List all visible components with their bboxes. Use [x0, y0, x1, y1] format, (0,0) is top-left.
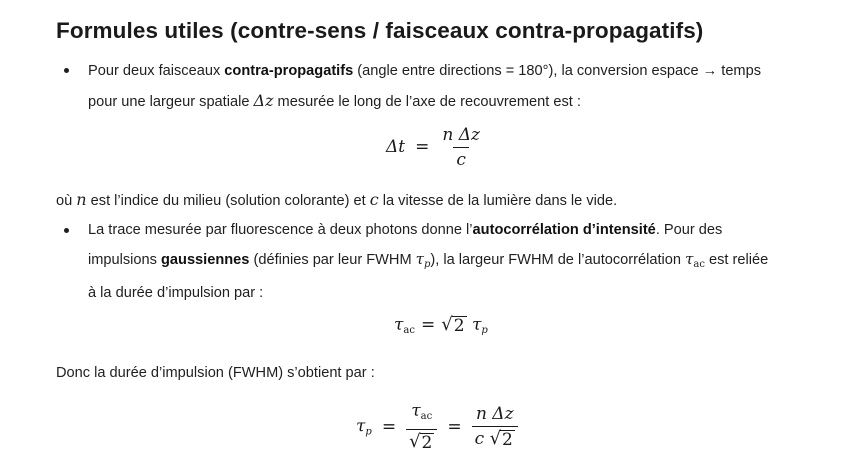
bullet-1-line2-post: mesurée le long de l’axe de recouvrement est : — [273, 94, 581, 110]
bullet-2-line2-bold: gaussiennes — [161, 252, 250, 268]
bullet-2-line2-mid: (définies par leur FWHM — [249, 252, 416, 268]
tau-ac-symbol — [685, 250, 705, 268]
bullet-2-line3: à la durée d’impulsion par : — [88, 285, 264, 301]
eq2-lhs-tau: τ — [394, 315, 404, 335]
eq1-denominator: c — [453, 147, 469, 169]
tau-p-symbol — [416, 250, 431, 268]
radical-sign: √ — [441, 314, 453, 335]
bullet-marker — [64, 228, 69, 233]
eq3-equals-2: = — [447, 416, 462, 437]
tau-p-subscript: p — [423, 259, 431, 270]
eq2-sqrt-arg: 2 — [453, 316, 465, 336]
eq2-rhs-tau: τ — [471, 315, 482, 335]
radical-sign: √ — [489, 428, 502, 449]
para1-mid: est l’indice du milieu (solution colorante) et — [86, 193, 370, 209]
eq2-rhs-subscript: p — [481, 325, 488, 336]
eq3-fraction-1 — [406, 402, 437, 452]
symbol-c: c — [369, 190, 379, 209]
eq3-den1-sqrt-arg: 2 — [421, 433, 433, 453]
tau-glyph: τ — [685, 250, 694, 268]
eq2-lhs-subscript: ac — [403, 325, 415, 336]
section-heading: Formules utiles (contre-sens / faisceaux contra-propagatifs) — [56, 18, 704, 43]
eq1-equals: = — [415, 137, 430, 157]
paragraph-pulse-duration: Donc la durée d’impulsion (FWHM) s’obtient par : — [56, 365, 375, 381]
eq1-lhs: Δt — [386, 137, 406, 157]
bullet-2-bold: autocorrélation d’intensité — [472, 222, 656, 238]
radical-sign: √ — [409, 431, 421, 452]
bullet-1-text-post: (angle entre directions = 180°), la conversion espace → temps — [353, 63, 762, 79]
eq3-den2-sqrt — [490, 430, 515, 449]
eq3-frac1-numerator — [408, 402, 435, 429]
eq3-equals-1: = — [381, 416, 397, 437]
eq3-den1-sqrt — [409, 433, 434, 452]
eq2-equals: = — [420, 315, 436, 335]
para1-pre: où — [56, 193, 77, 209]
eq3-lhs-subscript: p — [365, 426, 372, 438]
bullet-1-line2-pre: pour une largeur spatiale — [88, 94, 254, 110]
bullet-1-text — [88, 57, 848, 117]
eq3-num1-subscript: ac — [420, 411, 433, 422]
eq3-fraction-2 — [472, 405, 518, 449]
eq3-frac2-numerator: n Δz — [475, 404, 514, 424]
eq3-den2-c: c — [474, 429, 485, 449]
bullet-2-line2-post: est reliée — [704, 252, 769, 268]
eq3-den2-sqrt-arg: 2 — [502, 430, 513, 450]
eq3-num1-tau: τ — [411, 401, 421, 421]
eq3-frac1-denominator — [406, 429, 437, 452]
para1-post: la vitesse de la lumière dans le vide. — [378, 193, 618, 209]
tau-glyph: τ — [415, 250, 424, 268]
bullet-1-text-pre: Pour deux faisceaux — [88, 63, 225, 79]
symbol-n: n — [76, 190, 87, 209]
bullet-marker — [64, 68, 69, 73]
bullet-2-post: . Pour des — [655, 222, 723, 238]
equation-tau-ac — [394, 315, 488, 336]
bullet-2-line2-pre: impulsions — [88, 252, 161, 268]
equation-tau-p — [356, 402, 518, 452]
tau-ac-subscript: ac — [693, 259, 705, 270]
equation-delta-t — [386, 126, 483, 169]
delta-z-symbol: Δz — [253, 91, 274, 110]
bullet-2-pre: La trace mesurée par fluorescence à deux photons donne l’ — [88, 222, 473, 238]
eq1-numerator: n Δz — [442, 125, 480, 145]
eq2-sqrt — [441, 316, 466, 335]
eq3-frac2-denominator — [472, 426, 518, 449]
bullet-1-bold: contra-propagatifs — [224, 63, 354, 79]
paragraph-index-note — [56, 185, 846, 216]
bullet-2-line2-mid2: ), la largeur FWHM de l’autocorrélation — [430, 252, 686, 268]
eq3-lhs-tau: τ — [356, 416, 366, 437]
bullet-2-text — [88, 216, 848, 308]
eq1-fraction — [439, 126, 483, 169]
